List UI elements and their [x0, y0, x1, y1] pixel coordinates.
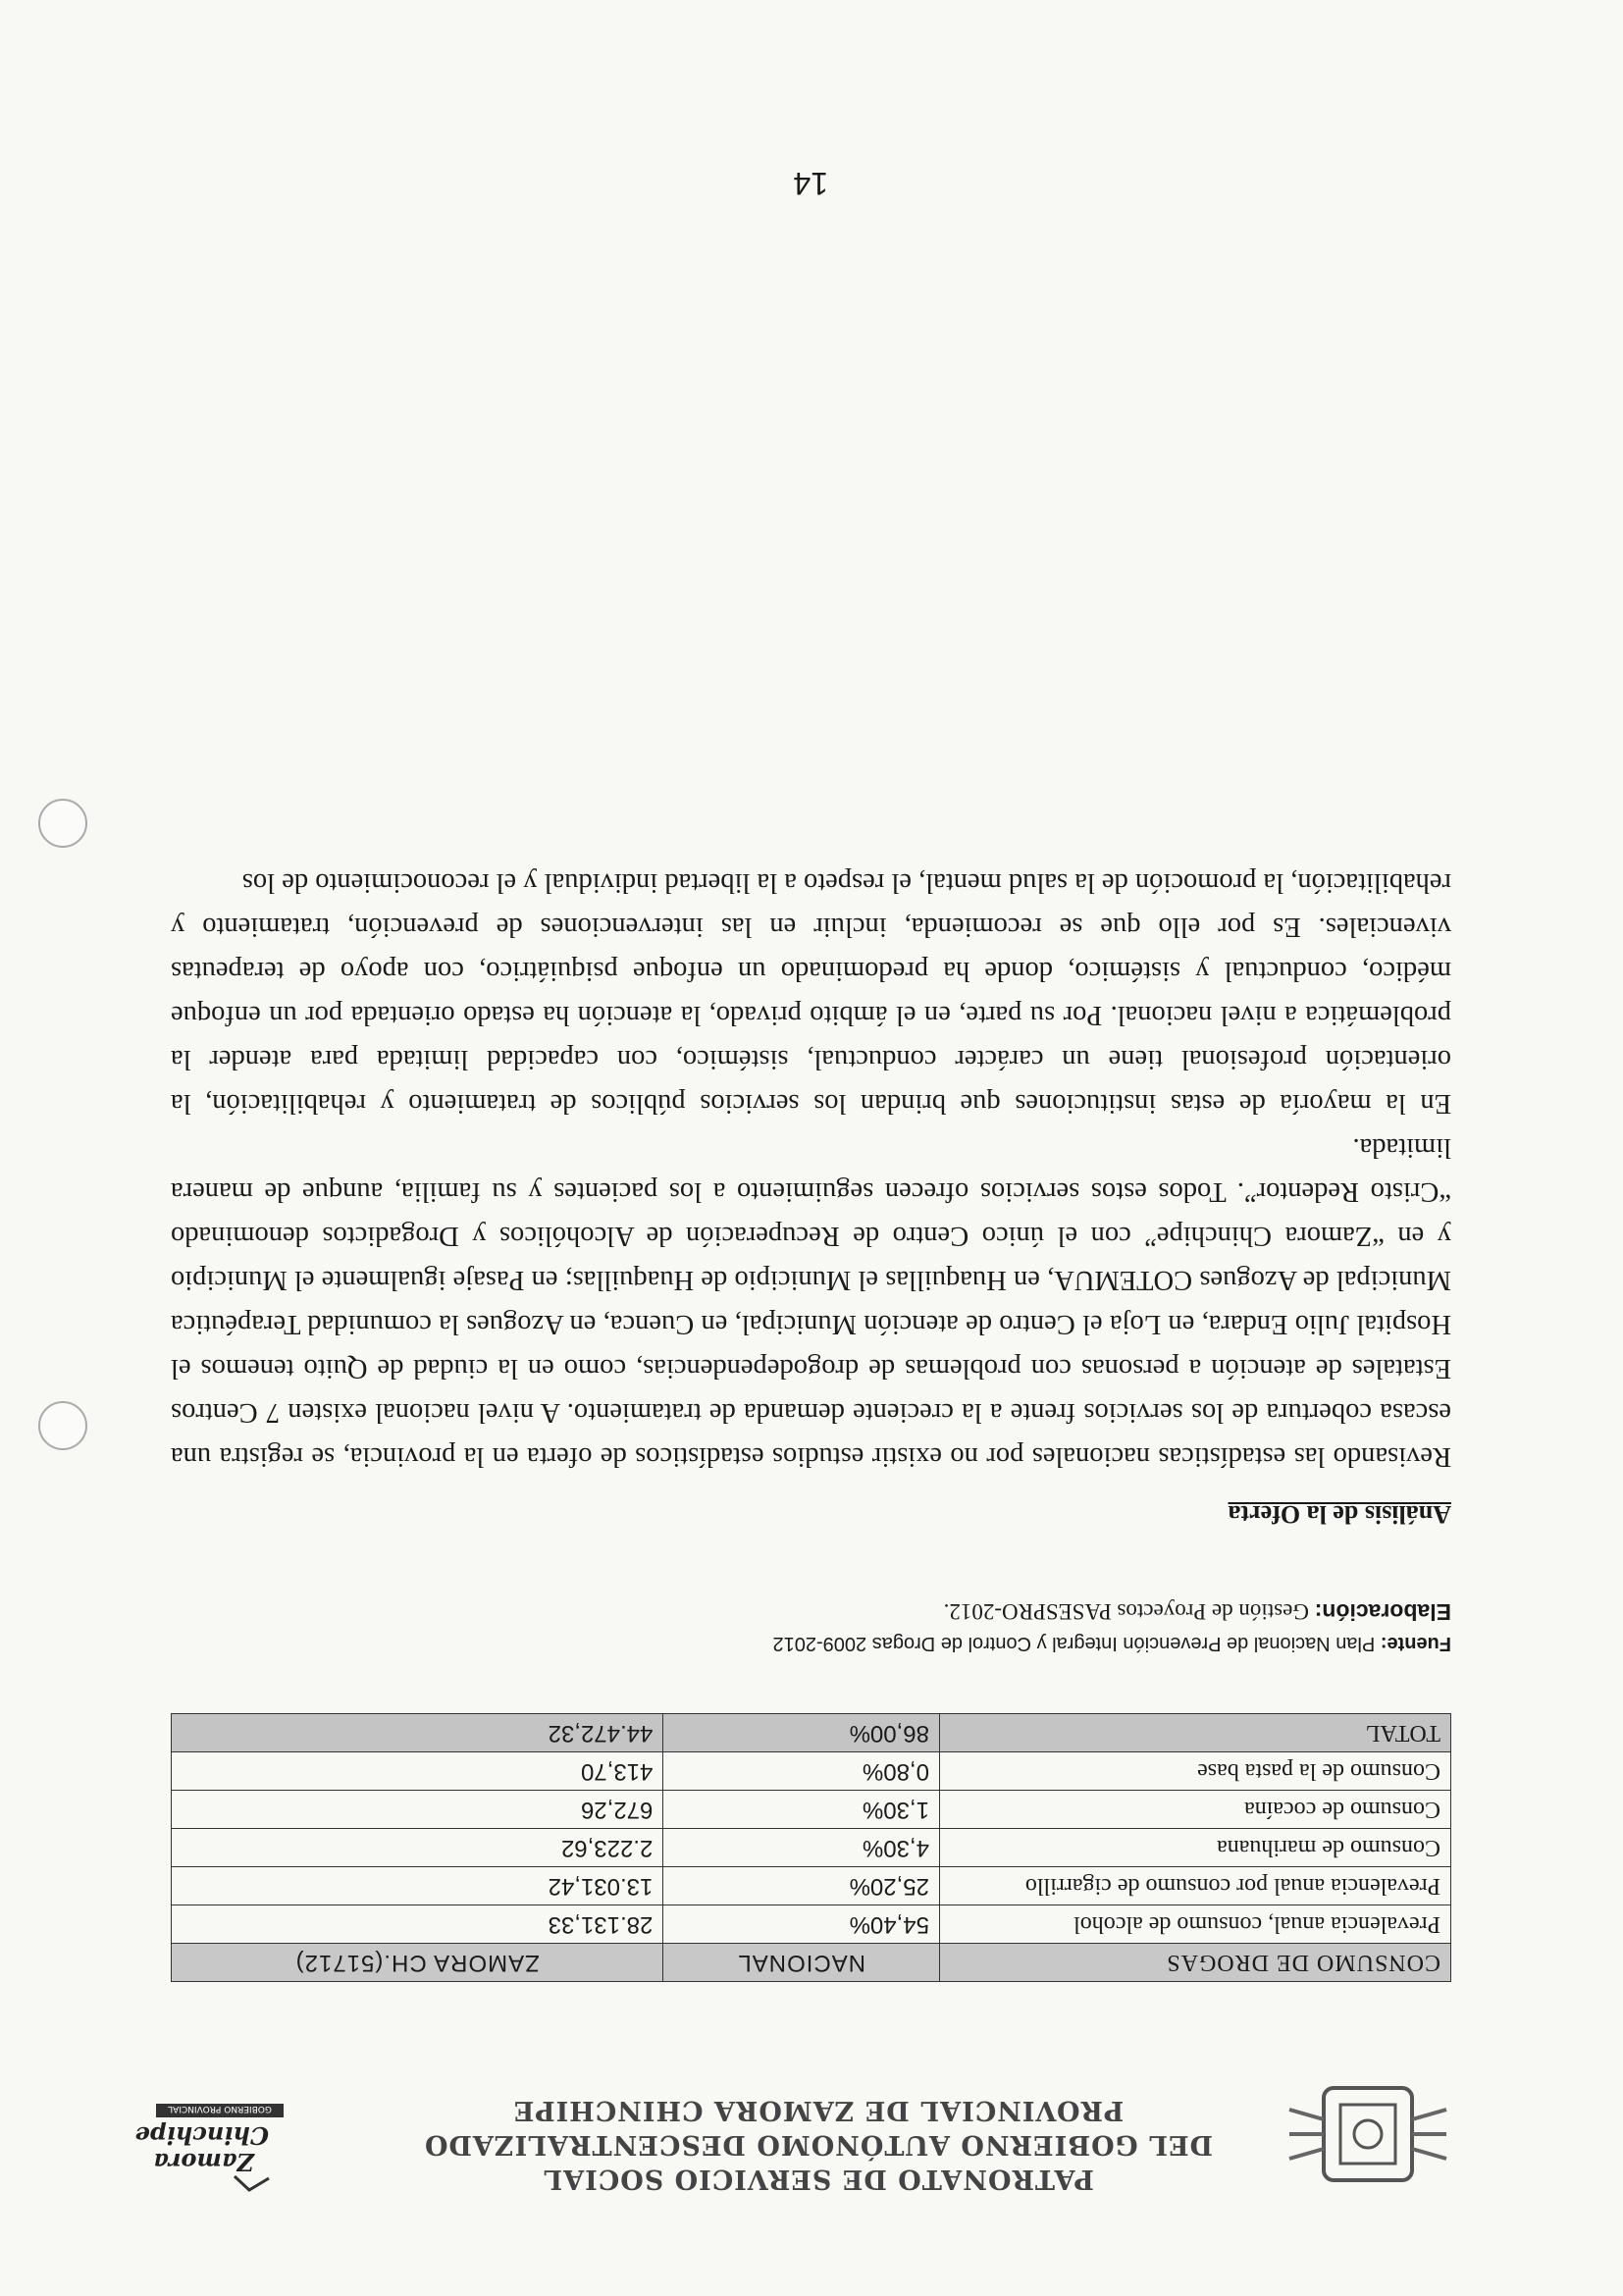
table-row	[172, 1829, 1451, 1867]
table-row	[172, 1791, 1451, 1829]
table-row	[172, 1905, 1451, 1944]
row-zamora: 672,26	[172, 1791, 663, 1829]
row-label: Prevalencia anual por consumo de cigarrillo	[940, 1867, 1451, 1905]
punch-hole	[38, 799, 87, 848]
row-nacional: 1,30%	[663, 1791, 940, 1829]
row-nacional: 4,30%	[663, 1829, 940, 1867]
row-label: Consumo de la pasta base	[940, 1752, 1451, 1791]
row-nacional: 25,20%	[663, 1867, 940, 1905]
zamora-chinchipe-logo-icon	[134, 2090, 288, 2198]
punch-hole	[38, 1401, 87, 1450]
source-text: Plan Nacional de Prevención Integral y Control de Drogas 2009-2012	[772, 1633, 1376, 1654]
col-header-consumo: CONSUMO DE DROGAS	[940, 1944, 1451, 1982]
section-heading: Análisis de la Oferta	[1228, 1500, 1451, 1529]
table-elaboration	[944, 1598, 1451, 1625]
logo-tagline: GOBIERNO PROVINCIAL	[168, 2104, 272, 2113]
patronato-logo-icon	[1280, 2080, 1456, 2188]
letterhead-line-3: PROVINCIAL DE ZAMORA CHINCHIPE	[512, 2095, 1125, 2125]
letterhead-line-1: PATRONATO DE SERVICIO SOCIAL	[543, 2164, 1094, 2194]
row-nacional: 54,40%	[663, 1905, 940, 1944]
table-row	[172, 1752, 1451, 1791]
total-zamora: 44.472,32	[172, 1714, 663, 1752]
row-zamora: 2.223,62	[172, 1829, 663, 1867]
row-label: Prevalencia anual, consumo de alcohol	[940, 1905, 1451, 1944]
col-header-zamora: ZAMORA CH.(51712)	[172, 1944, 663, 1982]
total-nacional: 86,00%	[663, 1714, 940, 1752]
page-number: 14	[793, 166, 828, 201]
letterhead-title	[406, 2093, 1230, 2196]
letterhead	[134, 2068, 1456, 2206]
elaboration-label: Elaboración:	[1314, 1599, 1451, 1625]
elaboration-text: Gestión de Proyectos PASESPRO-2012.	[943, 1599, 1309, 1624]
row-zamora: 28.131,33	[172, 1905, 663, 1944]
table-row	[172, 1867, 1451, 1905]
table-header-row	[172, 1944, 1451, 1982]
paragraph: Revisando las estadísticas nacionales por no existir estudios estadísticos de oferta en la provincia, se registra una escasa cobertura de los servicios frente a la creciente demanda de tratamiento. A nivel nacional existen 7 Centros Estatales de atención a personas con problemas de drogodependencias, como en la ciudad de Quito tenemos el Hospital Julio Endara, en Loja el Centro de atención Municipal, en Cuenca, en Azogues la comunidad Terapéutica Municipal de Azogues COTEMUA, en Huaquillas el Municipio de Huaquillas; en Pasaje igualmente el Municipio y en “Zamora Chinchipe” con el único Centro de Recuperación de Alcohólicos y Drogadictos denominado “Cristo Redentor”. Todos estos servicios ofrecen seguimiento a los pacientes y su familia, aunque de manera limitada.	[171, 1132, 1451, 1472]
drug-consumption-table	[171, 1713, 1451, 1982]
paragraph: En la mayoría de estas instituciones que brindan los servicios públicos de tratamiento y rehabilitación, la orientación profesional tiene un carácter conductual, sistémico, con capacidad limitada para atender la problemática a nivel nacional. Por su parte, en el ámbito privado, la atención ha estado orientada por un enfoque médico, conductual y sistémico, donde ha predominado un enfoque psiquiátrico, con apoyo de terapeutas vivenciales. Es por ello que se recomienda, incluir en las intervenciones de prevención, tratamiento y rehabilitación, la promoción de la salud mental, el respeto a la libertad individual y el reconocimiento de los	[171, 867, 1451, 1119]
row-label: Consumo de cocaína	[940, 1791, 1451, 1829]
logo-zamora-text: Zamora	[153, 2148, 254, 2176]
letterhead-line-2: DEL GOBIERNO AUTÓNOMO DESCENTRALIZADO	[423, 2129, 1214, 2160]
total-label: TOTAL	[940, 1714, 1451, 1752]
row-nacional: 0,80%	[663, 1752, 940, 1791]
table-total-row	[172, 1714, 1451, 1752]
body-text	[171, 861, 1451, 1479]
row-zamora: 13.031,42	[172, 1867, 663, 1905]
row-zamora: 413,70	[172, 1752, 663, 1791]
col-header-nacional: NACIONAL	[663, 1944, 940, 1982]
logo-chinchipe-text: Chinchipe	[134, 2121, 269, 2150]
table-source	[171, 1632, 1451, 1654]
zamora-chinchipe-logo	[134, 2090, 288, 2198]
source-label: Fuente:	[1380, 1633, 1451, 1654]
row-label: Consumo de marihuana	[940, 1829, 1451, 1867]
